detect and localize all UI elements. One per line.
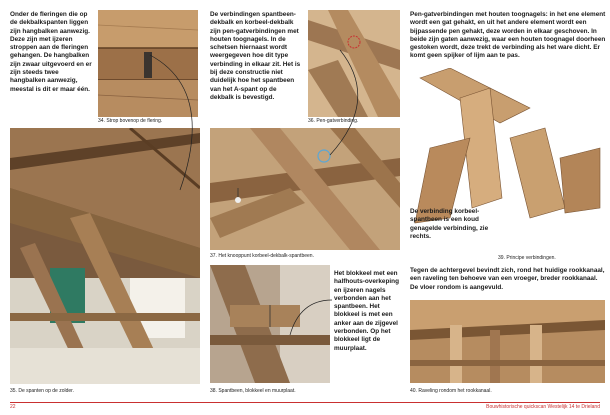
intro-text-pengat: Pen-gatverbindingen met houten toognagels: in het ene element wordt een gat gehakt, en uit het andere element wordt een bijpassende pen gehakt, deze worden in elkaar geschoven. In beide zijn gaten aanwezig, waar een houten toognagel doorheen gestoken wordt, deze trekt de verbinding als het ware dicht. Er komt geen spijker of lijm aan te pas. (410, 11, 606, 60)
footer-title: Bouwhistorische quickscan Westelijk 14 te Drieland (486, 404, 600, 410)
caption-39: 39. Principe verbindingen. (498, 255, 556, 261)
text-blokkeel: Het blokkeel met een halfhouts-overkeping en ijzeren nagels verbonden aan het spantbeen. Het blokkeel is met een anker aan de zijgevel verbonden. Op het blokkeel ligt de muurplaat. (334, 270, 399, 352)
caption-34: 34. Strop bovenop de flering. (98, 118, 163, 124)
caption-38: 38. Spantbeen, blokkeel en muurplaat. (210, 388, 296, 394)
caption-37: 37. Het knooppunt korbeel-dekbalk-spantbeen. (210, 253, 314, 259)
page-footer (0, 402, 610, 415)
caption-35: 35. De spanten op de zolder. (10, 388, 74, 394)
text-achtergevel: Tegen de achtergevel bevindt zich, rond het huidige rookkanaal, een raveling ten behoeve van een vroeger, breder rookkanaal. De vloer rondom is aangevuld. (410, 267, 605, 291)
footer-rule (10, 402, 600, 403)
text-korbeel: De verbinding korbeel-spantbeen is een koud genagelde verbinding, zie rechts. (410, 208, 489, 240)
caption-40: 40. Raveling rondom het rookkanaal. (410, 388, 492, 394)
intro-text-hangbalken: Onder de fleringen die op de dekbalkspanten liggen zijn hangbalken aanwezig. Deze zijn met ijzeren stroppen aan de fleringen gehangen. De hangbalken zijn zwaar uitgevoerd en er zijn steeds twee hangbalken aanwezig, meestal is dit er maar één. (10, 11, 92, 93)
page-number: 22 (10, 404, 16, 410)
caption-36: 36. Pen-gatverbinding. (308, 118, 359, 124)
intro-text-verbindingen: De verbindingen spantbeen-dekbalk en korbeel-dekbalk zijn pen-gatverbindingen met houten toognagels. In de schetsen hiernaast wordt weergegeven hoe dit type verbinding in elkaar zit. Het is bij deze constructie niet duidelijk hoe het spantbeen van het A-spant op de dekbalk is bevestigd. (210, 11, 301, 101)
